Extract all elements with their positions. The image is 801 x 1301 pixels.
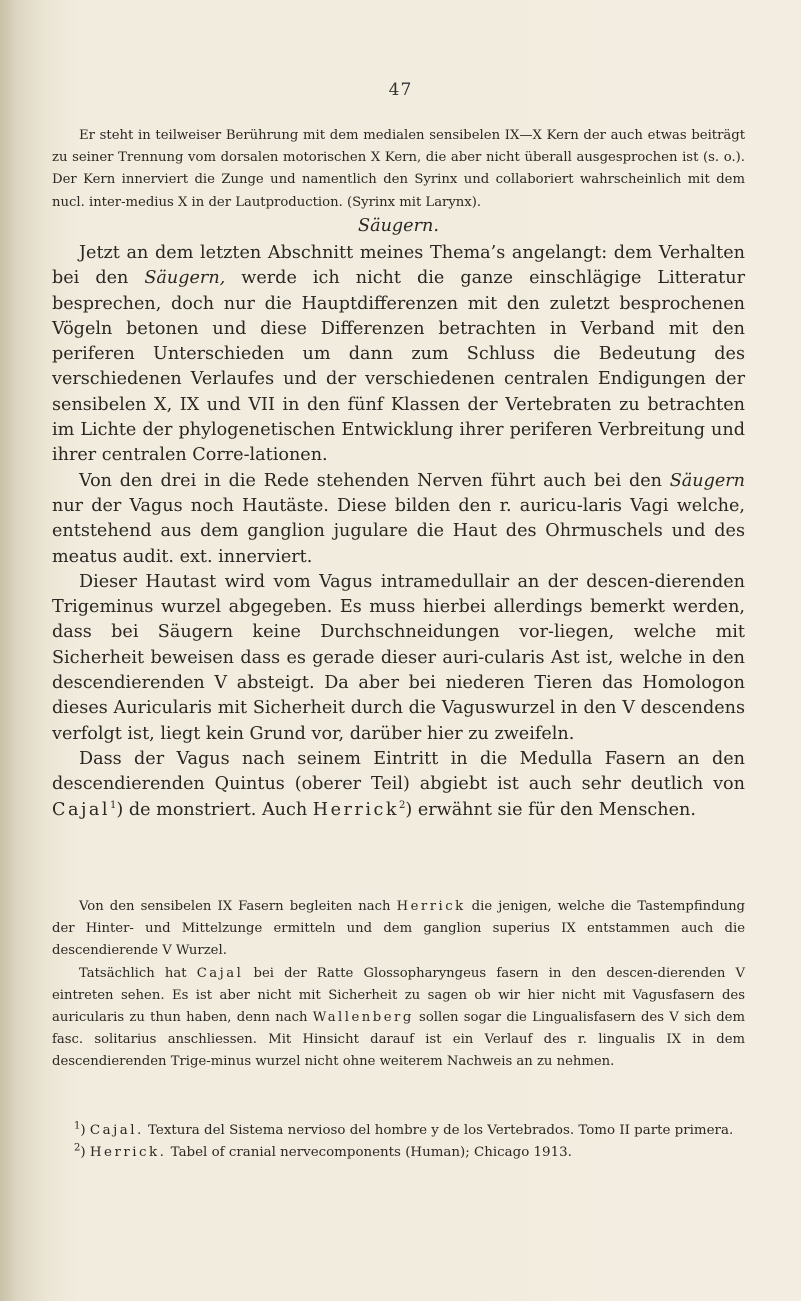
text-run: Dass der Vagus nach seinem Eintritt in die Medulla Fasern an den descendierenden Quintus (oberer Teil) abgiebt ist auch sehr deutlich von	[52, 748, 745, 795]
body-paragraph-3: Dieser Hautast wird vom Vagus intramedullair an der descen-dierenden Trigeminus wurzel abgegeben. Es muss hierbei allerdings bemerkt werden, dass bei Säugern keine Durchschneidungen vor-liegen, welche mit Sicherheit beweisen dass es gerade dieser auri-cularis Ast ist, welche in den descendierenden V absteigt. Da aber bei niederen Tieren das Homologon dieses Auricularis mit Sicherheit durch die Vaguswurzel in den V descendens verfolgt ist, liegt kein Grund vor, darüber hier zu zweifeln.	[52, 571, 745, 744]
text-run: nur der Vagus noch Hautäste. Diese bilden den r. auricu-laris Vagi welche, entstehend aus dem ganglion jugulare die Haut des Ohrmuschels und des meatus audit. ext. innerviert.	[52, 495, 745, 567]
page-number: 47	[388, 80, 413, 100]
footnote-1: $^1$) Cajal. Textura del Sistema nervioso del hombre y de los Vertebrados. Tomo II parte primera.	[74, 1120, 734, 1138]
author-cajal: Cajal	[196, 965, 244, 981]
footnote-ref-1: 1	[110, 799, 117, 811]
footnote-marker: 1	[74, 1120, 81, 1132]
text-run: die jenigen, welche die Tastempfindung der Hinter- und Mittelzunge ermitteln und dem ganglion superius IX entstammen auch die descendierende V Wurzel.	[52, 899, 745, 959]
body-paragraph-2	[52, 469, 745, 570]
text-run: ) de monstriert. Auch	[116, 799, 313, 820]
small-paragraph-1	[52, 896, 745, 963]
footnote-author: Herrick.	[89, 1144, 167, 1160]
section-heading-block	[52, 214, 745, 239]
small-paragraph-2	[52, 963, 745, 1074]
body-paragraph-1	[52, 241, 745, 469]
emphasis-saeugern: Säugern	[669, 470, 745, 491]
text-run: Tatsächlich hat	[79, 965, 197, 981]
author-wallenberg: Wallenberg	[312, 1010, 414, 1026]
footnote-text: Textura del Sistema nervioso del hombre y de los Vertebrados. Tomo II parte primera.	[143, 1123, 734, 1138]
text-run: Von den drei in die Rede stehenden Nerven führt auch bei den	[79, 470, 670, 491]
footnote-ref-2: 2	[398, 799, 406, 811]
text-run: ) erwähnt sie für den Menschen.	[405, 799, 696, 820]
text-run: Jetzt an dem letzten Abschnitt meines Thema’s angelangt: dem Verhalten bei den	[52, 243, 745, 289]
intro-paragraph: Er steht in teilweiser Berührung mit dem medialen sensibelen IX—X Kern der auch etwas beiträgt zu seiner Trennung vom dorsalen motorischen X Kern, die aber nicht überall ausgesprochen ist (s. o.). Der Kern innerviert die Zunge und namentlich den Syrinx und collaboriert wahrscheinlich mit dem nucl. inter-medius X in der Lautproduction. (Syrinx mit Larynx).	[52, 128, 745, 210]
small-text-block	[52, 896, 745, 1074]
emphasis-saeugern: Säugern,	[144, 268, 226, 289]
footnote-2: $^2$) Herrick. Tabel of cranial nervecomponents (Human); Chicago 1913.	[74, 1142, 572, 1160]
intro-paragraph-block	[52, 125, 745, 214]
main-text	[52, 241, 745, 823]
text-run: sollen sogar die Lingualisfasern des V sich dem fasc. solitarius anschliessen. Mit Hinsicht darauf ist ein Verlauf des r. lingualis IX in dem descendierenden Trige-minus wurzel nicht ohne weiterem Nachweis an zu nehmen.	[52, 1010, 745, 1070]
author-herrick: Herrick	[312, 799, 399, 820]
footnote-author: Cajal.	[89, 1123, 144, 1138]
body-paragraph-4	[52, 747, 745, 823]
section-heading: Säugern.	[358, 216, 439, 236]
text-run: Von den sensibelen IX Fasern begleiten nach	[79, 899, 397, 914]
text-run: bei der Ratte Glossopharyngeus fasern in den descen-dierenden V eintreten sehen. Es ist aber nicht mit Sicherheit zu sagen ob wir hier nicht mit Vagusfasern des auricularis zu thun haben, denn nach	[52, 965, 745, 1026]
text-run: werde ich nicht die ganze einschlägige Litteratur besprechen, doch nur die Hauptdifferenzen mit den zuletzt besprochenen Vögeln betonen und diese Differenzen betrachten in Verband mit den periferen Unterschieden um dann zum Schluss die Bedeutung des verschiedenen Verlaufes und der verschiedenen centralen Endigungen der sensibelen X, IX und VII in den fünf Klassen der Vertebraten zu betrachten im Lichte der phylogenetischen Entwicklung ihrer periferen Verbreitung und ihrer centralen Corre-lationen.	[52, 268, 745, 466]
footnote-marker: 2	[74, 1142, 81, 1154]
author-herrick: Herrick	[396, 899, 466, 914]
footnotes	[52, 1120, 745, 1163]
author-cajal: Cajal	[52, 799, 111, 820]
footnote-text: Tabel of cranial nervecomponents (Human); Chicago 1913.	[166, 1144, 572, 1160]
